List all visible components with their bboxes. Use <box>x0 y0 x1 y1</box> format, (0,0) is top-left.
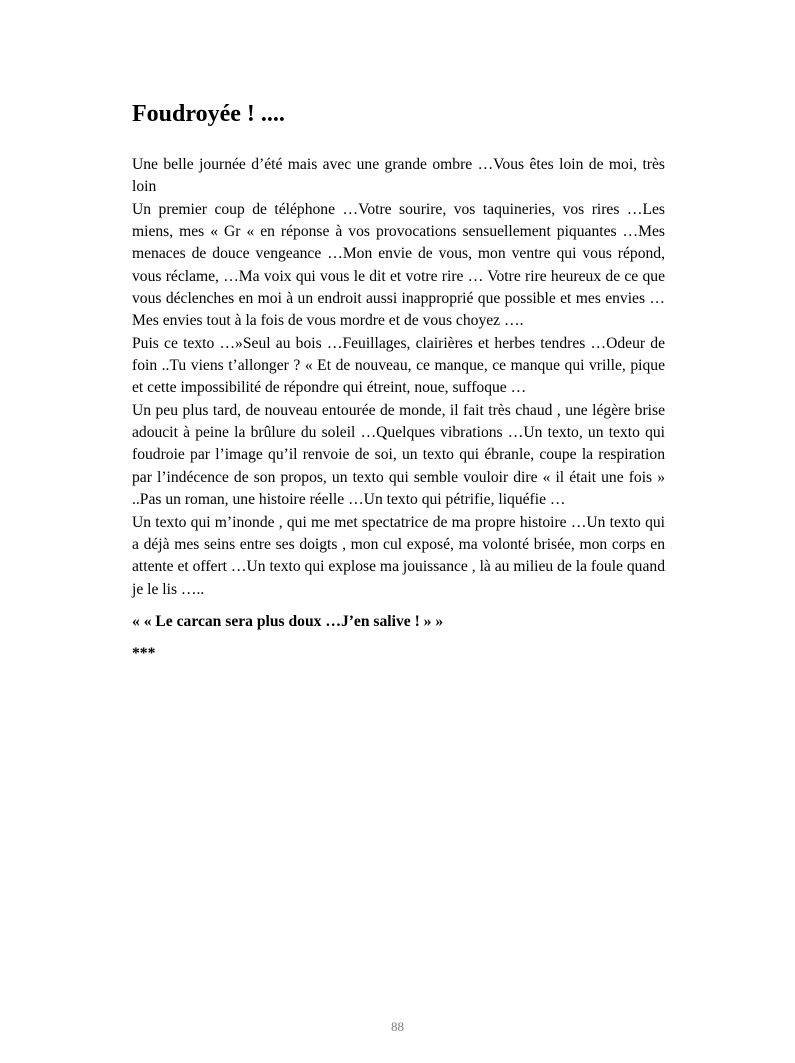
paragraph: Une belle journée d’été mais avec une grande ombre …Vous êtes loin de moi, très loin <box>132 156 665 196</box>
paragraph: Un premier coup de téléphone …Votre sourire, vos taquineries, vos rires …Les miens, mes « Gr « en réponse à vos provocations sensuellement piquantes …Mes menaces de douce vengeance …Mon envie de vous, mon ventre qui vous répond, vous réclame, …Ma voix qui vous le dit et votre rire … Votre rire heureux de ce que vous déclenches en moi à un endroit aussi inapproprié que possible et mes envies …Mes envies tout à la fois de vous mordre et de vous choyez …. <box>132 200 665 330</box>
paragraph: Puis ce texto …»Seul au bois …Feuillages, clairières et herbes tendres …Odeur de foin ..Tu viens t’allonger ? « Et de nouveau, ce manque, ce manque qui vrille, pique et cette impossibilité de répondre qui étreint, noue, suffoque … <box>132 334 665 397</box>
chapter-title: Foudroyée ! .... <box>132 101 285 127</box>
paragraph: Un peu plus tard, de nouveau entourée de monde, il fait très chaud , une légère brise adoucit à peine la brûlure du soleil …Quelques vibrations …Un texto, un texto qui foudroie par l’image qu’il renvoie de soi, un texto qui ébranle, coupe la respiration par l’indécence de son propos, un texto qui semble vouloir dire « il était une fois » ..Pas un roman, une histoire réelle …Un texto qui pétrifie, liquéfie … <box>132 401 665 509</box>
bold-quote: « « Le carcan sera plus doux …J’en salive ! » » <box>132 612 444 630</box>
document-page <box>132 98 665 665</box>
section-separator: *** <box>132 644 156 662</box>
page-number: 88 <box>391 1019 404 1034</box>
paragraph: Un texto qui m’inonde , qui me met spectatrice de ma propre histoire …Un texto qui a déjà mes seins entre ses doigts , mon cul exposé, ma volonté brisée, mon corps en attente et offert …Un texto qui explose ma jouissance , là au milieu de la foule quand je le lis ….. <box>132 513 665 598</box>
body-text <box>132 154 665 601</box>
